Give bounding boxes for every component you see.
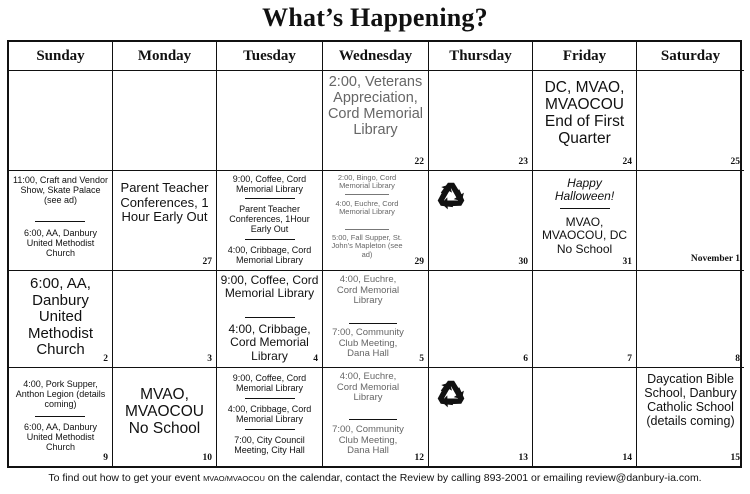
day-cell-oct29	[323, 171, 429, 271]
footer-text: on the calendar, contact the Review by calling 893-2001 or emailing review@danbury-ia.com.	[264, 472, 702, 484]
day-header-sunday: Sunday	[9, 42, 113, 71]
footer-small-text: MVAO/MVAOCOU	[203, 474, 265, 483]
day-cell-oct23	[429, 71, 533, 171]
event-city-council-meeting: 7:00, City Council Meeting, City Hall	[234, 435, 305, 456]
day-cell-blank	[217, 71, 323, 171]
day-cell-oct27	[113, 171, 217, 271]
day-number: 25	[730, 157, 740, 167]
day-header-saturday: Saturday	[637, 42, 744, 71]
day-number: 3	[207, 354, 212, 364]
event-fall-supper: 5:00, Fall Supper, St. John's Mapleton (see ad)	[331, 233, 403, 259]
event-community-club-meeting: 7:00, Community Club Meeting, Dana Hall	[332, 424, 404, 457]
day-cell-blank	[9, 71, 113, 171]
event-community-club-meeting: 7:00, Community Club Meeting, Dana Hall	[332, 327, 404, 360]
day-number: 27	[202, 257, 212, 267]
event-cribbage: 4:00, Cribbage, Cord Memorial Library	[227, 404, 312, 425]
day-cell-blank	[113, 71, 217, 171]
day-header-tuesday: Tuesday	[217, 42, 323, 71]
day-number: November 1	[690, 254, 740, 264]
event-no-school: MVAO, MVAOCOU, DC No School	[541, 215, 628, 256]
day-cell-nov2	[9, 271, 113, 368]
recycle-icon	[433, 376, 469, 410]
day-number: 23	[518, 157, 528, 167]
day-number: 29	[414, 257, 424, 267]
event-happy-halloween: Happy Halloween!	[554, 176, 615, 204]
event-euchre: 4:00, Euchre, Cord Memorial Library	[335, 199, 399, 217]
event-bingo: 2:00, Bingo, Cord Memorial Library	[337, 173, 397, 191]
day-number: 9	[103, 453, 108, 463]
day-cell-nov9	[9, 368, 113, 466]
event-aa-meeting: 6:00, AA, Danbury United Methodist Church	[23, 422, 98, 453]
day-header-thursday: Thursday	[429, 42, 533, 71]
day-cell-oct26	[9, 171, 113, 271]
footer-note	[0, 471, 750, 486]
day-cell-nov3	[113, 271, 217, 368]
event-daycation-bible-school: Daycation Bible School, Danbury Catholic School (details coming)	[644, 372, 737, 428]
day-number: 4	[313, 354, 318, 364]
event-divider	[245, 429, 295, 430]
event-coffee: 9:00, Coffee, Cord Memorial Library	[232, 373, 307, 394]
event-euchre: 4:00, Euchre, Cord Memorial Library	[336, 274, 400, 307]
day-cell-oct31	[533, 171, 637, 271]
day-cell-nov11	[217, 368, 323, 466]
day-number: 12	[414, 453, 424, 463]
day-number: 6	[523, 354, 528, 364]
day-cell-nov6	[429, 271, 533, 368]
event-divider	[349, 419, 397, 420]
event-no-school: MVAO, MVAOCOU No School	[125, 386, 204, 438]
day-number: 5	[419, 354, 424, 364]
day-cell-nov10	[113, 368, 217, 466]
event-veterans-appreciation: 2:00, Veterans Appreciation, Cord Memorial Library	[327, 74, 424, 138]
event-end-of-first-quarter: DC, MVAO, MVAOCOU End of First Quarter	[544, 79, 625, 148]
event-divider	[345, 229, 389, 230]
event-euchre: 4:00, Euchre, Cord Memorial Library	[336, 371, 400, 404]
event-divider	[245, 317, 295, 318]
event-divider	[35, 416, 85, 417]
event-divider	[345, 194, 389, 195]
day-number: 31	[622, 257, 632, 267]
day-cell-oct24	[533, 71, 637, 171]
day-number: 7	[627, 354, 632, 364]
event-cribbage: 4:00, Cribbage, Cord Memorial Library	[227, 245, 312, 266]
event-pork-supper: 4:00, Pork Supper, Anthon Legion (details coming)	[15, 379, 106, 410]
day-number: 14	[622, 453, 632, 463]
event-parent-teacher-conferences: Parent Teacher Conferences, 1 Hour Early Out	[120, 180, 209, 225]
day-cell-oct22	[323, 71, 429, 171]
event-divider	[245, 398, 295, 399]
day-cell-oct28	[217, 171, 323, 271]
footer-text: To find out how to get your event	[48, 472, 204, 484]
day-number: 2	[103, 354, 108, 364]
day-cell-nov5	[323, 271, 429, 368]
day-number: 10	[202, 453, 212, 463]
day-header-wednesday: Wednesday	[323, 42, 429, 71]
event-divider	[349, 323, 397, 324]
event-divider	[245, 239, 295, 240]
day-cell-oct25	[637, 71, 744, 171]
event-parent-teacher-conferences: Parent Teacher Conferences, 1Hour Early Out	[229, 204, 310, 235]
event-craft-vendor-show: 11:00, Craft and Vendor Show, Skate Palace (see ad)	[13, 175, 108, 206]
event-divider	[245, 198, 295, 199]
day-cell-nov14	[533, 368, 637, 466]
day-cell-nov7	[533, 271, 637, 368]
day-number: 24	[622, 157, 632, 167]
day-number: 22	[414, 157, 424, 167]
day-cell-nov4	[217, 271, 323, 368]
day-cell-nov13	[429, 368, 533, 466]
calendar-grid	[7, 40, 742, 468]
event-aa-meeting: 6:00, AA, Danbury United Methodist Church	[27, 275, 94, 358]
event-divider	[560, 208, 610, 209]
day-number: 8	[735, 354, 740, 364]
day-number: 13	[518, 453, 528, 463]
day-header-friday: Friday	[533, 42, 637, 71]
event-cribbage: 4:00, Cribbage, Cord Memorial Library	[228, 322, 311, 363]
day-cell-nov8	[637, 271, 744, 368]
day-number: 15	[730, 453, 740, 463]
event-coffee: 9:00, Coffee, Cord Memorial Library	[232, 174, 307, 195]
page-title: What’s Happening?	[262, 3, 488, 32]
day-cell-oct30	[429, 171, 533, 271]
day-cell-nov1	[637, 171, 744, 271]
day-number: 30	[518, 257, 528, 267]
event-coffee: 9:00, Coffee, Cord Memorial Library	[220, 273, 319, 301]
event-aa-meeting: 6:00, AA, Danbury United Methodist Church	[23, 228, 98, 259]
event-divider	[35, 221, 85, 222]
day-header-monday: Monday	[113, 42, 217, 71]
day-cell-nov15	[637, 368, 744, 466]
recycle-icon	[433, 178, 469, 212]
day-cell-nov12	[323, 368, 429, 466]
